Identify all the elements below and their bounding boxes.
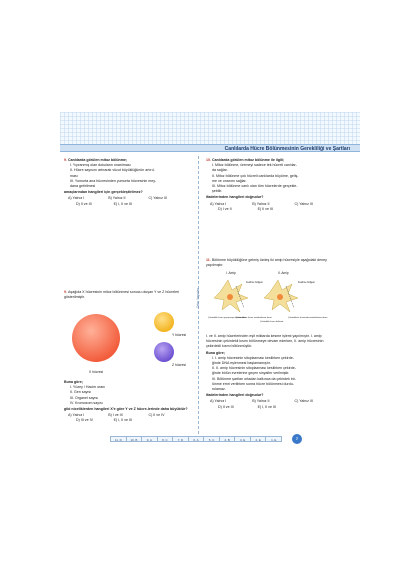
answer-key-cell: 5. C [204,437,220,441]
item-i: I. Mitoz bölünme, üremeyi sadece tek hücreli canlılar- [212,163,297,168]
option-d[interactable]: D) III ve IV [76,418,93,423]
publisher-label: Zafer Yayınları [196,287,200,309]
option-b[interactable]: B) Yalnız II [108,196,126,201]
question-10 [206,158,338,212]
item-ii-cont: ması [70,173,78,178]
answer-options-row2 [64,202,190,207]
question-stem: Canlılarda görülen mitoz bölünme; [68,158,128,162]
question-stem: Canlılarda görülen mitoz bölünme ile ilgili; [212,158,285,162]
option-d[interactable]: D) II ve III [76,201,92,206]
answer-key-cell: 7. D [173,437,189,441]
chapter-title: Canlılarda Hücre Bölünmesinin Gerekliliği ve Şartları [224,146,350,152]
item-i: I. Yıpranmış olan dokuların onarılması [70,163,131,168]
option-b[interactable]: B) Yalnız II [252,201,270,206]
answer-options-row2 [64,418,190,423]
item-i-cont: da sağlar. [212,168,228,173]
chapter-title-bar [60,144,360,152]
question-number: 11. [206,258,211,262]
question-prompt: gibi niceliklerden hangileri X'e göre Y ve Z hücre-lerinde daha büyüktür? [64,407,188,412]
item-ii: II. II. amip hücresinin sitoplazması kesilirken çekirde- [212,366,296,371]
amoeba-experiment-figure [206,270,328,332]
option-e[interactable]: E) I, II ve III [257,404,276,409]
answer-key-cell: 6. A [189,437,205,441]
option-d[interactable]: D) II ve III [218,404,234,409]
amoeba-1-part-b: Çekirdeksiz kısmı metabolizma durur [236,317,272,319]
item-iv: IV. Kromozom sayısı [70,400,103,405]
option-a[interactable]: A) Yalnız I [68,413,85,418]
amoeba-2-part-a: Çekirdekli kısmı bölünür [260,321,284,323]
answer-key-strip [110,436,282,442]
cell-z-label: Z hücresi [172,363,186,367]
answer-key-cell: 10. B [127,437,143,441]
option-c[interactable]: C) II ve IV [148,413,165,418]
amoeba-2-label: II. Amip [278,271,289,275]
answer-key-cell: 11. D [111,437,127,441]
option-d[interactable]: D) I ve II [218,206,232,211]
item-i-cont: ğinde DNA eşlenmesi başlamamıştır. [212,361,271,366]
cell-x-label: X hücresi [88,370,104,374]
item-iii: III. Bölünme şartları ortadan kalkınca da çekirdek bö- [212,376,297,381]
cut-label-1: Kesilme bölgesi [246,281,263,284]
question-number: 9. [64,290,67,294]
cell-x-circle [72,314,120,362]
amoeba-2-nucleus [277,294,283,300]
amoeba-2-part-b: Çekirdeksiz kısmında metabolizma durur [288,317,328,319]
question-number: 10. [206,158,211,162]
item-ii-cont: me ve onarımı sağlar. [212,178,247,183]
item-iii-cont: şebilir. [212,189,223,194]
question-prompt: amaçlarından hangileri için gerçekleştirilmez? [64,190,143,195]
item-iii-cont: dana getirilmesi [70,184,96,189]
item-iii-cont: lünme emri verilirken sonra hücre bölünmesi durdu- [212,381,294,386]
cell-division-figure [64,306,194,376]
cell-y-circle [154,312,174,332]
question-body: I. ve II. amip hücrelerinden eşit miktarda kesme işlemi yapılmıştır. I. amip hücresinin çekirdekli kısmı bölünmeye devam ederken, II. amip hücresinin çekirdekli kısmı bölünmüştür. [206,334,324,349]
item-ii: II. Mitoz bölünme çok hücreli canlılarda büyüme, geliş- [212,173,299,178]
option-a[interactable]: A) Yalnız I [68,196,85,201]
item-i: I. I. amip hücresinin sitoplazması kesilirken çekirde- [212,355,294,360]
given-intro: Buna göre; [64,380,83,384]
item-ii: II. Hücre sayısını artırarak vücut büyüklüğünün artırıl- [70,168,155,173]
amoeba-1-part-a: Çekirdekli kısmı yaşamaya devam eder [208,317,247,319]
option-e[interactable]: E) I, II ve III [113,201,132,206]
question-prompt: ifadelerinden hangileri doğrudur? [206,393,264,398]
answer-key-cell: 4. B [220,437,236,441]
item-ii: II. Gen sayısı [70,390,92,395]
answer-options-row2 [206,405,338,410]
cut-label-2: Kesilme bölgesi [298,281,315,284]
question-9-cells [64,290,190,300]
question-prompt: ifadelerinden hangileri doğrudur? [206,195,264,200]
question-11 [206,258,338,268]
answer-key-cell: 3. E [235,437,251,441]
question-stem: Aşağıda X hücresinin mitoz bölünmesi sonucu oluşan Y ve Z hücreleri gösterilmiştir. [64,290,180,300]
option-b[interactable]: B) Yalnız II [252,399,270,404]
option-c[interactable]: C) Yalnız III [294,399,313,404]
question-9 [64,158,190,207]
answer-key-cell: 2. E [251,437,267,441]
answer-options-row2 [206,207,338,212]
page-number-badge: 7 [292,434,302,444]
answer-key-cell: 9. A [142,437,158,441]
amoeba-1-nucleus [227,294,233,300]
question-9-cells-body [64,380,190,424]
question-stem: Bölünme büyüklüğüne gelmiş özdeş iki amip hücresiyle aşağıdaki deney yapılmıştır. [206,258,327,268]
option-e[interactable]: E) I, II ve III [113,418,132,423]
given-intro: Buna göre; [206,350,225,355]
answer-key-cell: 1. E [271,438,277,442]
cell-y-label: Y hücresi [171,333,187,337]
option-e[interactable]: E) II ve III [257,206,273,211]
option-c[interactable]: C) Yalnız III [294,201,313,206]
cell-z-circle [154,342,174,362]
item-iii-cont2: rulamaz. [212,387,226,392]
item-iii: III. Organel sayısı [70,395,99,400]
item-ii-cont: ğinde bölün evrelerine geçen sinyaller verilmiştir. [212,371,290,376]
item-iii: III. Mitoz bölünme canlı olan tüm hücrelerde gerçekle- [212,184,298,189]
option-b[interactable]: B) I ve III [108,413,123,418]
item-iii: III. Yumurta ana hücresinden yumurta hücresinin mey- [70,178,157,183]
amoeba-1-label: I. Amip [226,271,236,275]
option-c[interactable]: C) Yalnız III [148,196,167,201]
item-i: I. Yüzey / Hacim oranı [70,385,106,390]
option-a[interactable]: A) Yalnız I [210,399,227,404]
answer-key-cell: 8. C [158,437,174,441]
question-11-body [206,334,338,410]
option-a[interactable]: A) Yalnız I [210,201,227,206]
question-number: 9. [64,158,67,162]
header-grid-band [60,112,360,144]
